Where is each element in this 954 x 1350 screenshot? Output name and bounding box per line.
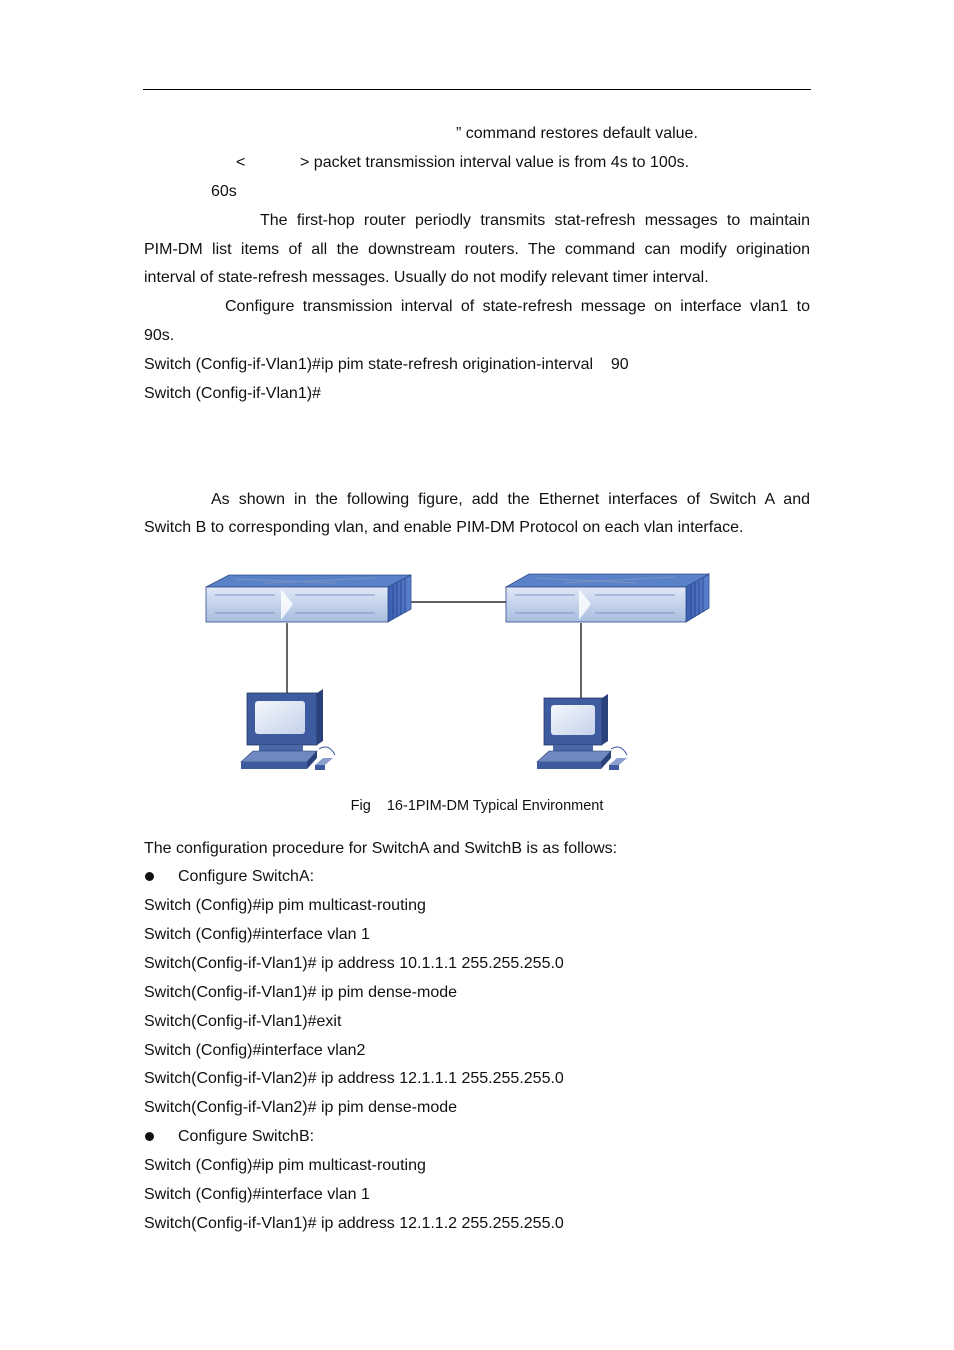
header-rule [143,89,811,90]
text-line: < [236,154,246,171]
text-line: 90s. [144,327,175,344]
switch-a-icon [206,575,411,622]
command-line: Switch(Config-if-Vlan1)# ip pim dense-mode [144,984,458,1001]
text-line: Configure transmission interval of state-refresh message on interface vlan1 to [225,298,810,315]
command-line: Switch (Config)#ip pim multicast-routing [144,1157,426,1174]
procedure-heading: The configuration procedure for SwitchA and SwitchB is as follows: [144,840,618,857]
text-line: Switch B to corresponding vlan, and enable PIM-DM Protocol on each vlan interface. [144,519,744,536]
bullet-icon [145,1132,154,1141]
computer-b-icon [537,694,627,770]
switch-b-label: Configure SwitchB: [178,1128,315,1145]
command-line: Switch(Config-if-Vlan1)# ip address 12.1.1.2 255.255.255.0 [144,1215,564,1232]
switch-a-label: Configure SwitchA: [178,868,315,885]
command-line: Switch (Config-if-Vlan1)# [144,385,321,402]
computer-a-icon [241,689,335,770]
command-line: Switch (Config)#interface vlan 1 [144,926,370,943]
command-line: Switch(Config-if-Vlan1)# ip address 10.1.1.1 255.255.255.0 [144,955,564,972]
text-line: 60s [211,183,237,200]
network-diagram [195,565,725,780]
command-line: Switch (Config)#interface vlan 1 [144,1186,370,1203]
text-line: The first-hop router periodly transmits stat-refresh messages to maintain [260,212,810,229]
command-line: Switch (Config)#ip pim multicast-routing [144,897,426,914]
figure-caption: Fig 16-1PIM-DM Typical Environment [350,798,604,814]
text-line: PIM-DM list items of all the downstream routers. The command can modify origination [144,241,810,258]
text-line: As shown in the following figure, add the Ethernet interfaces of Switch A and [211,491,810,508]
text-line: ” command restores default value. [456,125,698,142]
bullet-icon [145,872,154,881]
switch-b-icon [506,574,709,622]
command-line: Switch(Config-if-Vlan1)#exit [144,1013,342,1030]
text-line: interval of state-refresh messages. Usually do not modify relevant timer interval. [144,269,709,286]
command-line: Switch(Config-if-Vlan2)# ip address 12.1.1.1 255.255.255.0 [144,1070,564,1087]
command-line: Switch (Config)#interface vlan2 [144,1042,366,1059]
command-line: Switch(Config-if-Vlan2)# ip pim dense-mode [144,1099,458,1116]
text-line: > packet transmission interval value is from 4s to 100s. [300,154,690,171]
command-line: Switch (Config-if-Vlan1)#ip pim state-refresh origination-interval 90 [144,356,629,373]
